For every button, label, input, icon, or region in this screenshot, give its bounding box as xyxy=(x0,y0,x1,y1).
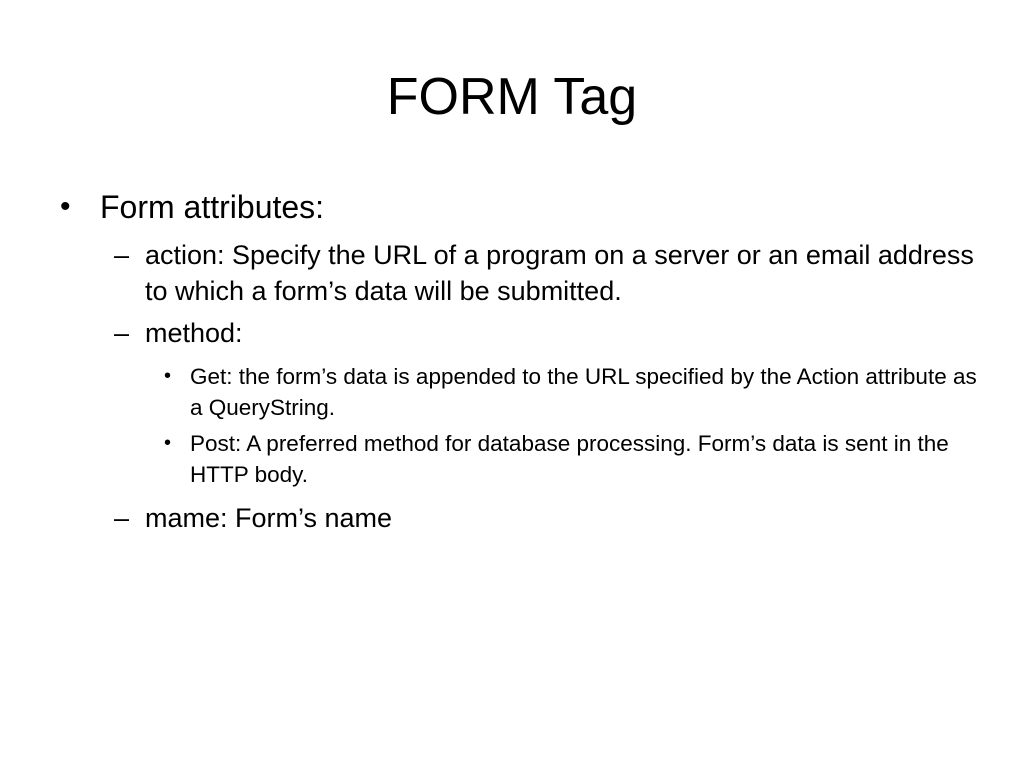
dash-icon: – xyxy=(114,503,130,533)
sub-sub-bullet-text: Get: the form’s data is appended to the URL specified by the Action attribute as a QueryString. xyxy=(190,364,977,420)
sub-sub-bullet-post xyxy=(164,428,980,490)
sub-bullet-text: method: xyxy=(145,318,243,348)
sub-bullet-name xyxy=(114,500,975,536)
sub-sub-bullet-text: Post: A preferred method for database processing. Form’s data is sent in the HTTP body. xyxy=(190,431,949,487)
sub-bullet-action xyxy=(114,237,975,309)
dash-icon: – xyxy=(114,318,130,348)
sub-bullet-text: mame: Form’s name xyxy=(145,503,393,533)
bullet-icon: • xyxy=(164,432,172,454)
dash-icon: – xyxy=(114,240,130,270)
sub-sub-bullet-get xyxy=(164,361,980,423)
slide-title: FORM Tag xyxy=(386,68,638,126)
bullet-icon: • xyxy=(60,190,71,223)
bullet-icon: • xyxy=(164,365,172,387)
sub-bullet-text: action: Specify the URL of a program on a server or an email address to which a form’s data will be submitted. xyxy=(145,240,974,306)
sub-bullet-method xyxy=(114,315,975,351)
bullet-text: Form attributes: xyxy=(100,189,325,225)
bullet-form-attributes xyxy=(60,187,980,227)
